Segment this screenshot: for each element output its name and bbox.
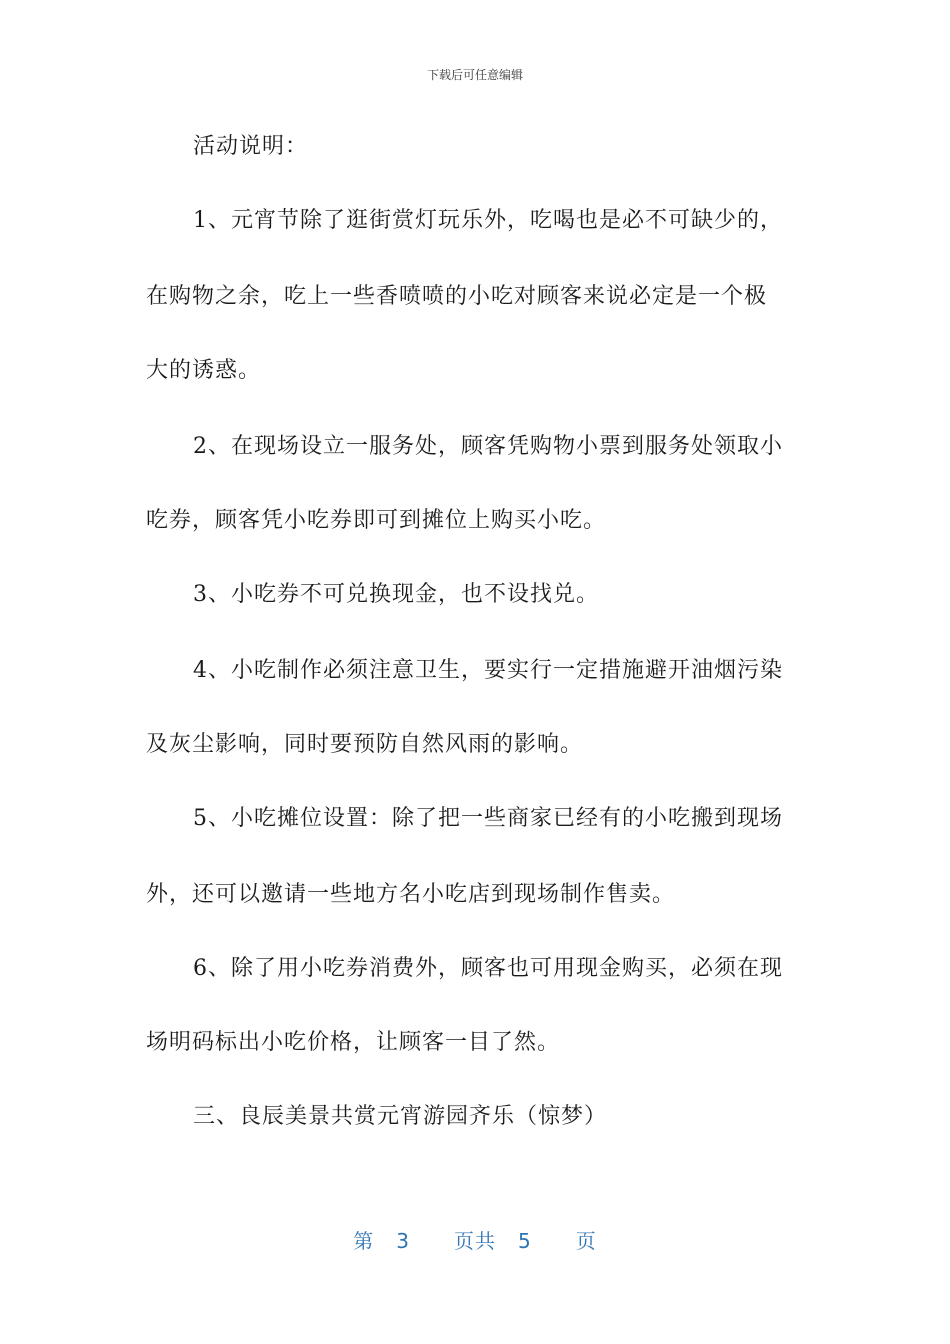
- footer-prefix: 第: [353, 1229, 375, 1253]
- body-line-item-1a: 1、元宵节除了逛街赏灯玩乐外，吃喝也是必不可缺少的，: [193, 208, 783, 233]
- body-line-item-3: 3、小吃券不可兑换现金，也不设找兑。: [193, 582, 599, 607]
- body-line-item-6b: 场明码标出小吃价格，让顾客一目了然。: [146, 1030, 561, 1055]
- body-line-item-5a: 5、小吃摊位设置：除了把一些商家已经有的小吃搬到现场: [193, 806, 783, 831]
- page-footer: [0, 1225, 950, 1254]
- footer-middle: 页共: [454, 1229, 496, 1253]
- body-line-item-2a: 2、在现场设立一服务处，顾客凭购物小票到服务处领取小: [193, 434, 783, 459]
- body-line-item-4a: 4、小吃制作必须注意卫生，要实行一定措施避开油烟污染: [193, 658, 783, 683]
- body-line-item-6a: 6、除了用小吃券消费外，顾客也可用现金购买，必须在现: [193, 956, 783, 981]
- body-line-section-3-heading: 三、良辰美景共赏元宵游园齐乐（惊梦）: [193, 1104, 608, 1129]
- body-line-item-1b: 在购物之余，吃上一些香喷喷的小吃对顾客来说必定是一个极: [146, 284, 768, 309]
- footer-total-pages: 5: [518, 1229, 532, 1253]
- body-line-item-1c: 大的诱惑。: [146, 358, 262, 383]
- body-line-item-5b: 外，还可以邀请一些地方名小吃店到现场制作售卖。: [146, 882, 676, 907]
- body-line-activity-title: 活动说明：: [193, 134, 309, 159]
- footer-suffix: 页: [575, 1229, 597, 1253]
- body-line-item-4b: 及灰尘影响，同时要预防自然风雨的影响。: [146, 732, 584, 757]
- page-header: 下载后可任意编辑: [426, 68, 523, 82]
- footer-page-number: 3: [396, 1229, 410, 1253]
- body-line-item-2b: 吃券，顾客凭小吃券即可到摊位上购买小吃。: [146, 508, 607, 533]
